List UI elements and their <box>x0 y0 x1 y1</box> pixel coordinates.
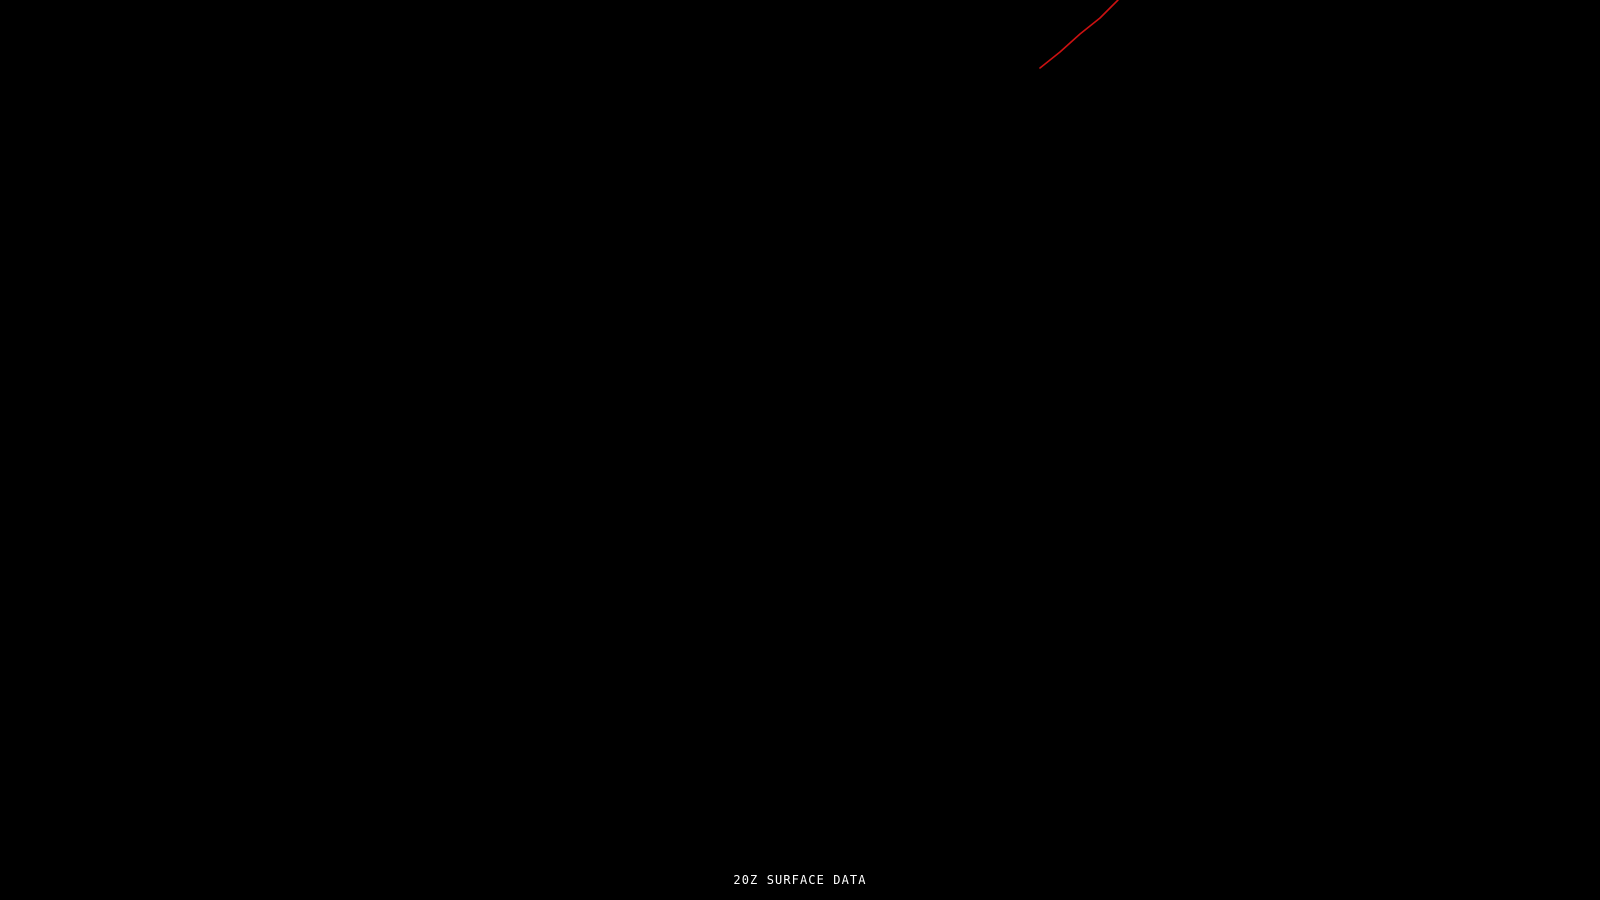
map-caption: 20Z SURFACE DATA <box>733 873 867 887</box>
